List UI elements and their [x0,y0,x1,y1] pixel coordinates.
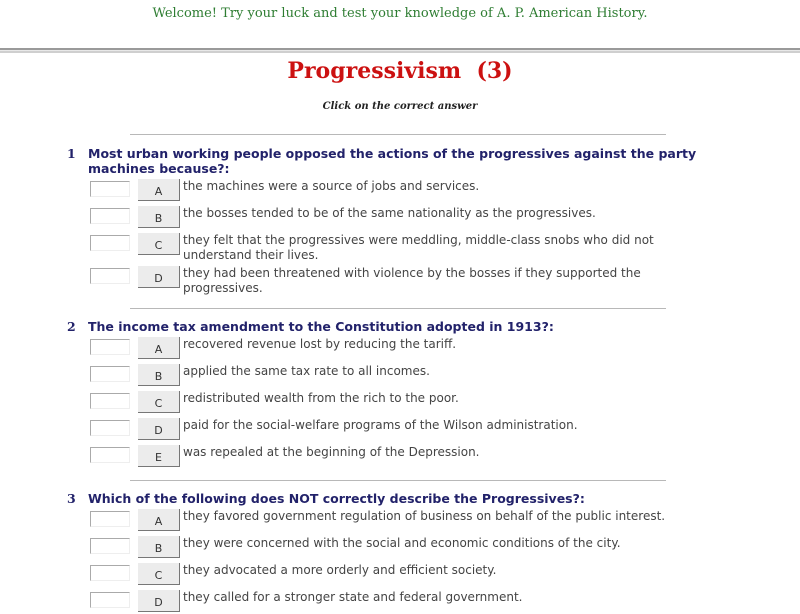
answer-feedback-box [90,366,130,382]
question-number: 3 [67,491,76,506]
question-3 [67,491,747,614]
question-text: Which of the following does NOT correctly describe the Progressives?: [88,491,585,506]
answer-feedback-box [90,511,130,527]
question-divider [130,134,666,135]
option-text: redistributed wealth from the rich to the poor. [183,391,459,405]
answer-feedback-box [90,339,130,355]
answer-feedback-box [90,268,130,284]
option-text: they felt that the progressives were meddling, middle-class snobs who did not understand their lives. [183,233,654,262]
answer-feedback-box [90,181,130,197]
welcome-message: Welcome! Try your luck and test your knowledge of A. P. American History. [152,6,648,21]
option-d-button[interactable]: D [138,590,180,612]
question-divider [130,480,666,481]
option-d-button[interactable]: D [138,418,180,440]
page-title: Progressivism (3) [287,58,513,84]
answer-feedback-box [90,208,130,224]
option-row [90,266,747,296]
answer-feedback-box [90,235,130,251]
option-b-button[interactable]: B [138,364,180,386]
option-text: paid for the social-welfare programs of the Wilson administration. [183,418,578,432]
option-b-button[interactable]: B [138,206,180,228]
option-c-button[interactable]: C [138,391,180,413]
answer-feedback-box [90,565,130,581]
question-1 [67,146,747,296]
question-text: The income tax amendment to the Constitution adopted in 1913?: [88,319,554,334]
option-a-button[interactable]: A [138,337,180,359]
header-separator [0,48,800,53]
question-number: 2 [67,319,76,334]
option-e-button[interactable]: E [138,445,180,467]
option-a-button[interactable]: A [138,179,180,201]
option-text: they advocated a more orderly and efficient society. [183,563,497,577]
answer-feedback-box [90,420,130,436]
option-row [90,179,747,203]
option-row [90,391,747,415]
question-2 [67,319,747,469]
option-text: they called for a stronger state and federal government. [183,590,523,604]
answer-feedback-box [90,447,130,463]
option-row [90,233,747,263]
option-row [90,418,747,442]
option-text: they favored government regulation of business on behalf of the public interest. [183,509,666,523]
option-text: was repealed at the beginning of the Depression. [183,445,480,459]
question-number: 1 [67,146,76,161]
option-row [90,337,747,361]
option-text: they had been threatened with violence by the bosses if they supported the progressives. [183,266,641,295]
option-text: the machines were a source of jobs and services. [183,179,480,193]
option-text: recovered revenue lost by reducing the tariff. [183,337,457,351]
answer-feedback-box [90,393,130,409]
instruction-text: Click on the correct answer [322,101,478,112]
option-b-button[interactable]: B [138,536,180,558]
option-row [90,206,747,230]
option-d-button[interactable]: D [138,266,180,288]
option-text: they were concerned with the social and economic conditions of the city. [183,536,621,550]
option-row [90,536,747,560]
answer-feedback-box [90,592,130,608]
option-a-button[interactable]: A [138,509,180,531]
option-row [90,509,747,533]
option-row [90,445,747,469]
option-row [90,563,747,587]
answer-feedback-box [90,538,130,554]
option-c-button[interactable]: C [138,563,180,585]
question-divider [130,308,666,309]
option-row [90,364,747,388]
question-text: Most urban working people opposed the actions of the progressives against the party machines because?: [88,146,697,176]
option-text: applied the same tax rate to all incomes. [183,364,430,378]
option-c-button[interactable]: C [138,233,180,255]
option-text: the bosses tended to be of the same nationality as the progressives. [183,206,596,220]
option-row [90,590,747,614]
